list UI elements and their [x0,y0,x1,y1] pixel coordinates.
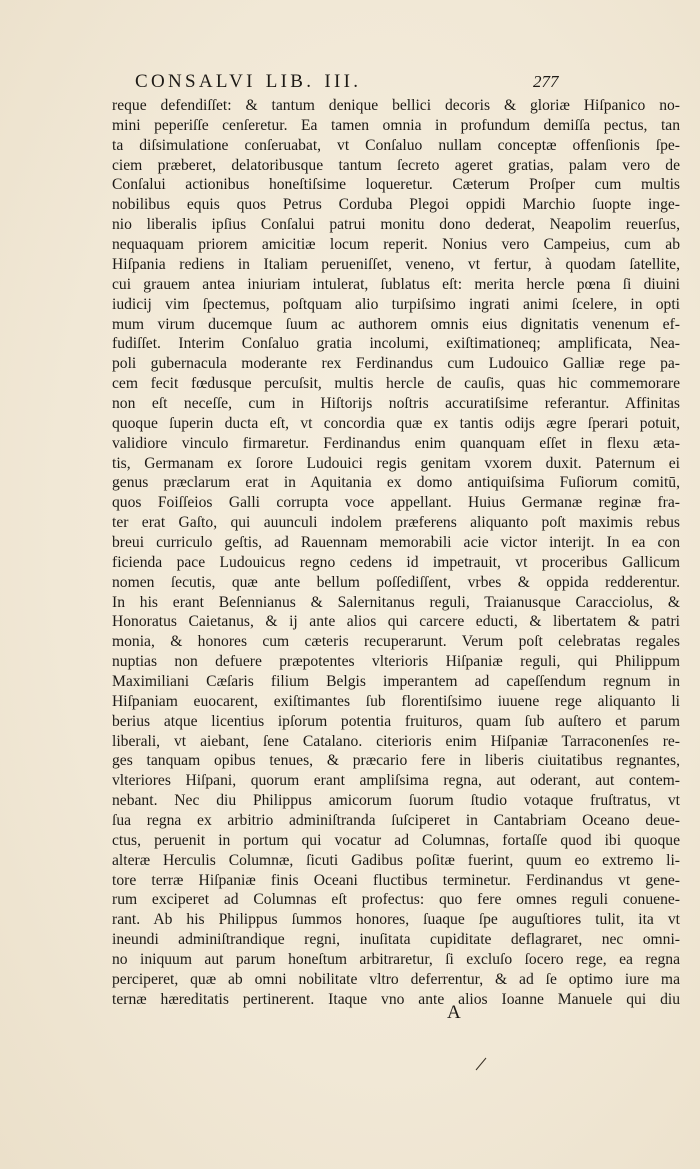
text-line: mini peperiſſe cenſeretur. Ea tamen omnia in profundum demiſſa pectus, tan [112,116,680,134]
text-line: nequaquam priorem amicitiæ locum reperit. Nonius vero Campeius, cum ab [112,236,680,253]
text-line: mum virum ducemque ſuum ac authorem omnis eius dignitatis venenum ef- [112,315,680,333]
running-title: CONSALVI LIB. III. [135,71,362,92]
text-line: ſua regna ex arbitrio adminiſtranda ſuſciperet in Cantabriam Oceano deue- [112,812,680,829]
text-line: no iniquum aut parum honeſtum arbitraretur, ſi excluſo ſocero rege, ea regna [112,951,680,968]
text-line: ta diſsimulatione conſeruabat, vt Conſaluo nullam conceptæ offenſionis ſpe- [112,136,680,154]
text-line: ficienda pace Ludouicus regno cedens id impetrauit, vt proceribus Gallicum [112,553,680,571]
text-line: nio liberalis ipſius Conſalui patrui monitu dono dederat, Neapolim reuerſus, [112,216,680,234]
text-line: ciem præberet, delatoribusque tantum ſecreto ageret gratias, palam vero de [112,156,680,174]
text-line: ineundi adminiſtrandique regni, inuſitata cupiditate deflagraret, nec omni- [112,931,680,949]
text-line: quos Foiſſeios Galli corrupta voce appellant. Huius Germanæ reginæ fra- [112,494,680,512]
text-line: iudicij vim ſpectemus, poſtquam alio turpiſsimo ingrati animi ſcelere, in opti [112,295,680,313]
text-line: ternæ hæreditatis pertinerent. Itaque vno ante alios Ioanne Manuele qui diu [112,990,680,1008]
text-line: breui curriculo geſtis, ad Rauennam memorabili acie victor interijt. In ea con [112,533,680,551]
text-line: nomen ſecutis, quæ ante bellum poſſediſſent, vrbes & oppida redderentur. [112,573,680,591]
text-line: In his erant Beſennianus & Salernitanus reguli, Traianusque Caracciolus, & [112,593,680,611]
text-line: nuptias non defuere præpotentes vlterioris Hiſpaniæ reguli, qui Philippum [112,653,680,671]
text-line: alteræ Herculis Columnæ, ſicuti Gadibus poſitæ fuerint, quum eo extremo li- [112,851,680,869]
text-line: ctus, peruenit in portum qui vocatur ad Columnas, fortaſſe quod ibi quoque [112,831,680,849]
text-line: nobilibus equis quos Petrus Corduba Plegoi oppidi Marchio ſuopte inge- [112,196,680,214]
text-line: quoque ſuperin ducta eſt, vt concordia quæ ex tantis odijs ægre ſperari potuit, [112,414,680,432]
text-line: berius atque licentius ipſorum potentia fruituros, quam ſub auſtero et parum [112,712,680,730]
pen-mark-icon [474,1057,488,1071]
text-line: tis, Germanam ex ſorore Ludouici regis genitam vxorem duxit. Paternum ei [112,454,680,472]
text-line: validiore vinculo firmaretur. Ferdinandus enim quanquam eſſet in flexu æta- [112,434,680,452]
catchword: A [447,1002,461,1023]
text-line: monia, & honores cum cæteris recuperarunt. Verum poſt celebratas regales [112,633,680,651]
page-number: 277 [533,72,559,91]
text-line: tore terræ Hiſpaniæ finis Oceani fluctibus terminetur. Ferdinandus vt gene- [112,871,680,889]
text-line: rant. Ab his Philippus ſummos honores, ſuaque ſpe auguſtiores tulit, ita vt [112,911,680,929]
text-line: ter erat Gaſto, qui auunculi indolem præferens aliquanto poſt maximis rebus [112,514,680,532]
text-line: cem fecit fœdusque percuſsit, multis hercle de cauſis, quas hic commemorare [112,375,680,392]
text-line: reque defendiſſet: & tantum denique bellici decoris & gloriæ Hiſpanico no- [112,97,680,114]
text-line: perciperet, quæ ab omni nobilitate vltro deferrentur, & ad ſe optimo iure ma [112,970,680,988]
text-line: fudiſſet. Interim Conſaluo gratia incolumi, exiſtimationeq; amplificata, Nea- [112,335,680,353]
text-line: ges tanquam opibus tenues, & præcario fere in liberis ciuitatibus regnantes, [112,752,680,770]
text-line: Hiſpaniam euocarent, exiſtimantes ſub florentiſsimo iuuene rege aliquanto li [112,692,680,710]
text-line: cui grauem antea iniuriam intulerat, ſublatus eſt: merita hercle pœna ſi diuini [112,275,680,293]
text-line: rum exciperet ad Columnas eſt profectus: quo fere omnes reguli conuene- [112,891,680,909]
text-line: nebant. Nec diu Philippus amicorum ſuorum ſtudio votaque fruſtratus, vt [112,792,680,810]
text-line: Conſalui actionibus honeſtiſsime loqueretur. Cæterum Proſper cum multis [112,176,680,194]
text-line: Hiſpania rediens in Italiam perueniſſet, veneno, vt fertur, à quodam ſatellite, [112,255,680,273]
text-line: non eſt neceſſe, cum in Hiſtorijs noſtris accuratiſsime referantur. Affinitas [112,394,680,412]
text-line: poli gubernacula moderante rex Ferdinandus cum Ludouico Galliæ rege pa- [112,355,680,373]
text-line: vlteriores Hiſpani, quorum erant ampliſsima regna, aut oderant, aut contem- [112,772,680,790]
text-line: genus præclarum erat in Aquitania ex domo antiquiſsima Fuſiorum comitū, [112,474,680,492]
text-line: liberali, vt aiebant, ſene Catalano. citerioris enim Hiſpaniæ Tarraconenſes re- [112,732,680,750]
text-line: Honoratus Caietanus, & ij ante alios qui carcere educti, & libertatem & patri [112,613,680,631]
text-line: Maximiliani Cæſaris filium Belgis imperantem ad capeſſendum regnum in [112,672,680,690]
